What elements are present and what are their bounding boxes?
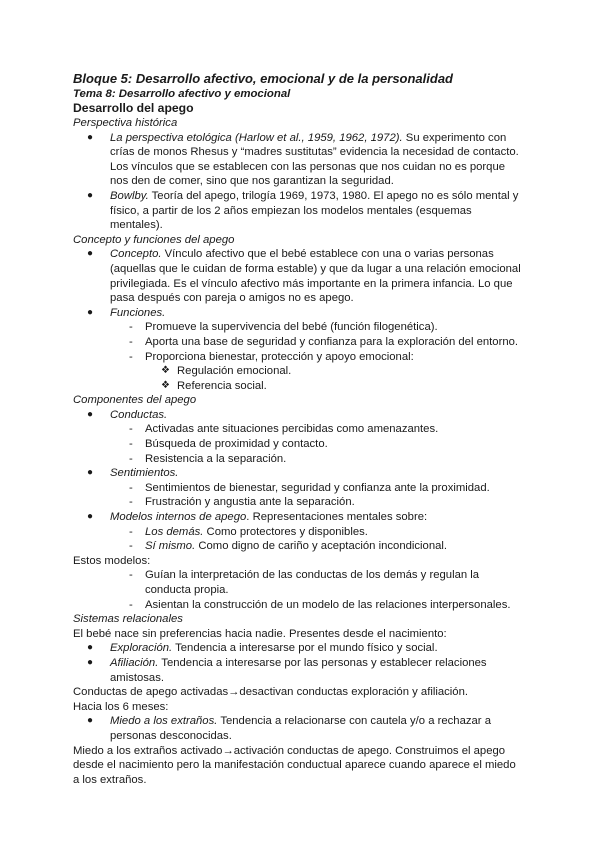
dash-text: Promueve la supervivencia del bebé (función filogenética). — [145, 321, 438, 334]
list-item — [73, 598, 525, 613]
list-item — [73, 525, 525, 540]
dash-icon: - — [129, 350, 133, 363]
componentes-list-1 — [73, 408, 525, 423]
bullet-icon: ● — [87, 656, 94, 668]
bullet-text: Su experimento con crías de monos Rhesus y “madres sustitutas” evidencia la necesidad de contacto. Los vínculos que se establecen con las personas que nos cuidan no es porque nos den de comer, sino que nos garantizan la seguridad. — [110, 131, 519, 188]
componentes-list-3 — [73, 510, 525, 525]
tema-title: Tema 8: Desarrollo afectivo y emocional — [73, 88, 291, 100]
componentes-heading: Componentes del apego — [73, 394, 197, 407]
perspectiva-heading: Perspectiva histórica — [73, 117, 178, 129]
list-item — [73, 481, 525, 496]
bullet-text: Vínculo afectivo que el bebé establece con una o varias personas (aquellas que le cuidan de forma estable) y que da lugar a una relación emocional privilegiada. Es el vínculo afectivo más importante en la primera infancia. Lo que pasa después con pareja o amigos no es apego. — [110, 248, 521, 305]
dash-text: Sentimientos de bienestar, seguridad y confianza ante la proximidad. — [145, 481, 490, 494]
bullet-text: Teoría del apego, trilogía 1969, 1973, 1980. El apego no es sólo mental y físico, a partir de los 2 años empiezan los modelos mentales (esquemas mentales). — [110, 189, 519, 232]
bullet-term: Miedo a los extraños. — [110, 715, 218, 728]
bullet-term: Concepto. — [110, 248, 162, 261]
diamond-text: Referencia social. — [177, 379, 267, 392]
componentes-list-2 — [73, 466, 525, 481]
dash-icon: - — [129, 496, 133, 509]
list-item — [73, 422, 525, 437]
estos-modelos-list — [73, 568, 525, 612]
bullet-icon: ● — [87, 511, 94, 523]
bullet-icon: ● — [87, 189, 94, 201]
dash-icon: - — [129, 540, 133, 553]
dash-text: Como digno de cariño y aceptación incondicional. — [195, 540, 448, 553]
dash-icon: - — [129, 438, 133, 451]
bullet-icon: ● — [87, 131, 94, 143]
list-item — [73, 495, 525, 510]
apego-title: Desarrollo del apego — [73, 101, 194, 115]
bullet-term: Bowlby. — [110, 189, 149, 202]
list-item — [73, 306, 525, 321]
dash-text: Guían la interpretación de las conductas de los demás y regulan la conducta propia. — [145, 569, 480, 596]
list-item — [73, 568, 525, 597]
list-item — [73, 408, 525, 423]
diamond-icon: ❖ — [161, 379, 170, 391]
concepto-list — [73, 247, 525, 320]
estos-modelos-label: Estos modelos: — [73, 554, 151, 567]
dash-icon: - — [129, 481, 133, 494]
dash-icon: - — [129, 598, 133, 611]
dash-icon: - — [129, 335, 133, 348]
concepto-heading: Concepto y funciones del apego — [73, 233, 235, 246]
bullet-text: Tendencia a interesarse por el mundo físico y social. — [172, 642, 438, 655]
dash-text: Asientan la construcción de un modelo de las relaciones interpersonales. — [145, 598, 511, 611]
dash-term: Los demás. — [145, 525, 204, 538]
perspectiva-list — [73, 131, 525, 233]
sistemas-list — [73, 641, 525, 685]
list-item — [73, 437, 525, 452]
list-item — [73, 247, 525, 305]
dash-term: Sí mismo. — [145, 540, 196, 553]
dash-text: Resistencia a la separación. — [145, 452, 287, 465]
bullet-term: Afiliación. — [110, 656, 159, 669]
bullet-term: Exploración. — [110, 642, 173, 655]
list-item — [73, 335, 525, 350]
bullet-term: La perspectiva etológica (Harlow et al., 1959, 1962, 1972). — [110, 131, 403, 144]
diamond-text: Regulación emocional. — [177, 365, 292, 378]
list-item — [73, 452, 525, 467]
funciones-list — [73, 320, 525, 364]
sistemas-paragraph-2: Hacia los 6 meses: — [73, 700, 169, 713]
dash-icon: - — [129, 321, 133, 334]
list-item — [73, 189, 525, 233]
dash-text: Aporta una base de seguridad y confianza para la exploración del entorno. — [145, 335, 519, 348]
bullet-term: Conductas. — [110, 408, 168, 421]
dash-text: Frustración y angustia ante la separación. — [145, 496, 355, 509]
list-item — [73, 510, 525, 525]
sistemas-heading: Sistemas relacionales — [73, 613, 183, 626]
document-content — [73, 71, 525, 787]
list-item — [73, 539, 525, 554]
bullet-text: Tendencia a interesarse por las personas y establecer relaciones amistosas. — [110, 656, 487, 684]
dash-text: Proporciona bienestar, protección y apoyo emocional: — [145, 350, 414, 363]
conductas-list — [73, 422, 525, 466]
diamond-icon: ❖ — [161, 365, 170, 377]
bullet-text: Tendencia a relacionarse con cautela y/o a rechazar a personas desconocidas. — [110, 715, 491, 742]
list-item — [73, 379, 525, 394]
dash-text: Activadas ante situaciones percibidas como amenazantes. — [145, 423, 439, 436]
bullet-icon: ● — [87, 306, 94, 318]
dash-icon: - — [129, 525, 133, 538]
dash-text: Como protectores y disponibles. — [203, 525, 368, 538]
list-item — [73, 320, 525, 335]
list-item — [73, 350, 525, 365]
dash-icon: - — [129, 452, 133, 465]
bienestar-list — [73, 364, 525, 393]
list-item — [73, 466, 525, 481]
dash-icon: - — [129, 569, 133, 582]
miedo-list — [73, 714, 525, 743]
bullet-icon: ● — [87, 642, 94, 654]
dash-icon: - — [129, 423, 133, 436]
sentimientos-list — [73, 481, 525, 510]
bullet-term: Modelos internos de apego — [110, 511, 247, 524]
bullet-icon: ● — [87, 408, 94, 420]
sistemas-intro: El bebé nace sin preferencias hacia nadie. Presentes desde el nacimiento: — [73, 627, 447, 640]
bullet-icon: ● — [87, 715, 94, 727]
list-item — [73, 714, 525, 743]
modelos-list — [73, 525, 525, 554]
bullet-text: . Representaciones mentales sobre: — [246, 511, 428, 524]
block-title: Bloque 5: Desarrollo afectivo, emocional y de la personalidad — [73, 71, 453, 86]
dash-text: Búsqueda de proximidad y contacto. — [145, 438, 328, 451]
list-item — [73, 656, 525, 685]
list-item — [73, 364, 525, 379]
sistemas-paragraph-1: Conductas de apego activadas→desactivan conductas exploración y afiliación. — [73, 686, 469, 699]
list-item — [73, 641, 525, 656]
bullet-icon: ● — [87, 467, 94, 479]
list-item — [73, 131, 525, 189]
sistemas-paragraph-3: Miedo a los extraños activado→activación conductas de apego. Construimos el apego desde el nacimiento pero la manifestación conductual aparece cuando aparece el miedo a los extraños. — [73, 744, 516, 786]
bullet-term: Funciones. — [110, 306, 166, 319]
bullet-icon: ● — [87, 248, 94, 260]
bullet-term: Sentimientos. — [110, 467, 179, 480]
